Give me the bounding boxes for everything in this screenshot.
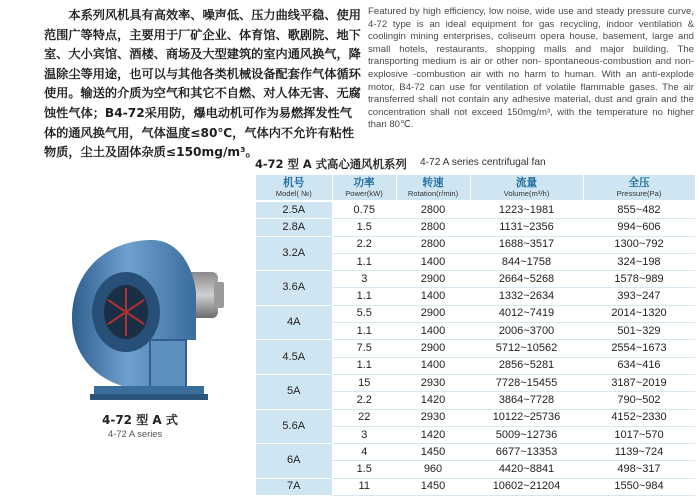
spec-table [256,175,696,496]
header-model: 机号 Model( №) [256,175,332,201]
model-cell: 2.5A [256,201,332,219]
volume-cell: 4420~8841 [470,461,583,478]
power-cell: 15 [332,374,396,391]
table-header-row [256,175,695,201]
rotation-cell: 1400 [396,253,470,270]
intro-chinese: 本系列风机具有高效率、噪声低、压力曲线平稳、使用范围广等特点，主要用于厂矿企业、体育馆、歌剧院、地下室、大小宾馆、酒楼、商场及大型建筑的室内通风换气，降温除尘等用途，也可以与其他各类机械设备配套作气体循环使用。输送的介质为空气和其它不自燃、对人体无害、无腐蚀性气体；B4-72采用防，爆电动机可作为易燃挥发性气体的通风换气用，气体温度≤80℃，气体内不允许有粘性物质，尘土及固体杂质≤150mg/m³。 [44,8,361,160]
pressure-cell: 1300~792 [583,236,695,253]
pressure-cell: 393~247 [583,288,695,305]
model-cell: 7A [256,478,332,495]
pressure-cell: 1139~724 [583,444,695,461]
pressure-cell: 4152~2330 [583,409,695,426]
rotation-cell: 1420 [396,426,470,443]
pressure-cell: 790~502 [583,392,695,409]
table-row [256,271,695,288]
rotation-cell: 2930 [396,374,470,391]
intro-english: Featured by high efficiency, low noise, wide use and steady pressure curve, 4-72 type is an ideal equipment for gas recycling, indoor ventilation & coolingin mining enterprises, coliseum opera house, basement, large and small hotels, restaurants, shopping malls and major building. The transporting medium is air or other non- spontaneous-combustion and non- explosive -combustion air with no harm to human. With an anti-explode motor, B4-72 can use for ventilation of volatile flammable gases. The air transferred shall not contain any adhesive material, dust and grain and the concentration shall not exceed 150mg/m³, with the temperature no higher than 80℃. [368,6,694,131]
table-row [256,374,695,391]
power-cell: 3 [332,426,396,443]
volume-cell: 4012~7419 [470,305,583,322]
centrifugal-fan-image [64,222,234,412]
power-cell: 22 [332,409,396,426]
model-cell: 5A [256,374,332,409]
volume-cell: 5712~10562 [470,340,583,357]
table-row [256,478,695,495]
rotation-cell: 2900 [396,340,470,357]
model-cell: 4A [256,305,332,340]
rotation-cell: 1400 [396,357,470,374]
pressure-cell: 498~317 [583,461,695,478]
power-cell: 7.5 [332,340,396,357]
volume-cell: 2856~5281 [470,357,583,374]
fan-caption-cn: 4-72 型 A 式 [102,413,178,427]
table-row [256,444,695,461]
rotation-cell: 1400 [396,288,470,305]
power-cell: 1.1 [332,288,396,305]
power-cell: 1.1 [332,253,396,270]
rotation-cell: 2800 [396,219,470,236]
header-rotation: 转速 Rotation(r/min) [396,175,470,201]
model-cell: 6A [256,444,332,479]
pressure-cell: 855~482 [583,201,695,219]
power-cell: 0.75 [332,201,396,219]
pressure-cell: 994~606 [583,219,695,236]
model-cell: 3.6A [256,271,332,306]
power-cell: 11 [332,478,396,495]
power-cell: 1.1 [332,323,396,340]
table-row [256,409,695,426]
volume-cell: 2664~5268 [470,271,583,288]
rotation-cell: 1450 [396,478,470,495]
pressure-cell: 2014~1320 [583,305,695,322]
pressure-cell: 1017~570 [583,426,695,443]
table-row [256,305,695,322]
model-cell: 4.5A [256,340,332,375]
pressure-cell: 634~416 [583,357,695,374]
volume-cell: 6677~13353 [470,444,583,461]
pressure-cell: 324~198 [583,253,695,270]
table-body [256,201,695,496]
rotation-cell: 2900 [396,271,470,288]
volume-cell: 844~1758 [470,253,583,270]
power-cell: 2.2 [332,236,396,253]
rotation-cell: 2900 [396,305,470,322]
table-title-en: 4-72 A series centrifugal fan [420,157,546,168]
table-row [256,219,695,236]
header-pressure: 全压 Pressure(Pa) [583,175,695,201]
pressure-cell: 1550~984 [583,478,695,495]
table-row [256,340,695,357]
volume-cell: 2006~3700 [470,323,583,340]
rotation-cell: 1400 [396,323,470,340]
volume-cell: 1223~1981 [470,201,583,219]
model-cell: 3.2A [256,236,332,271]
table-row [256,236,695,253]
volume-cell: 1131~2356 [470,219,583,236]
fan-outlet [150,340,186,392]
rotation-cell: 2800 [396,201,470,219]
fan-caption-en: 4-72 A series [108,428,163,439]
table-title [255,156,695,174]
power-cell: 1.1 [332,357,396,374]
rotation-cell: 1420 [396,392,470,409]
power-cell: 1.5 [332,219,396,236]
rotation-cell: 2800 [396,236,470,253]
pressure-cell: 501~329 [583,323,695,340]
volume-cell: 7728~15455 [470,374,583,391]
rotation-cell: 1450 [396,444,470,461]
volume-cell: 5009~12736 [470,426,583,443]
power-cell: 2.2 [332,392,396,409]
power-cell: 5.5 [332,305,396,322]
table-row [256,201,695,219]
rotation-cell: 960 [396,461,470,478]
volume-cell: 10602~21204 [470,478,583,495]
volume-cell: 3864~7728 [470,392,583,409]
header-volume: 流量 Volume(m³/h) [470,175,583,201]
pressure-cell: 3187~2019 [583,374,695,391]
model-cell: 2.8A [256,219,332,236]
volume-cell: 1332~2634 [470,288,583,305]
volume-cell: 1688~3517 [470,236,583,253]
pressure-cell: 2554~1673 [583,340,695,357]
pressure-cell: 1578~989 [583,271,695,288]
model-cell: 5.6A [256,409,332,444]
power-cell: 4 [332,444,396,461]
volume-cell: 10122~25736 [470,409,583,426]
power-cell: 3 [332,271,396,288]
motor-cap [214,282,224,308]
rotation-cell: 2930 [396,409,470,426]
header-power: 功率 Power(kW) [332,175,396,201]
table-title-cn: 4-72 型 A 式高心通风机系列 [255,157,407,171]
power-cell: 1.5 [332,461,396,478]
fan-base-rail [90,394,208,400]
